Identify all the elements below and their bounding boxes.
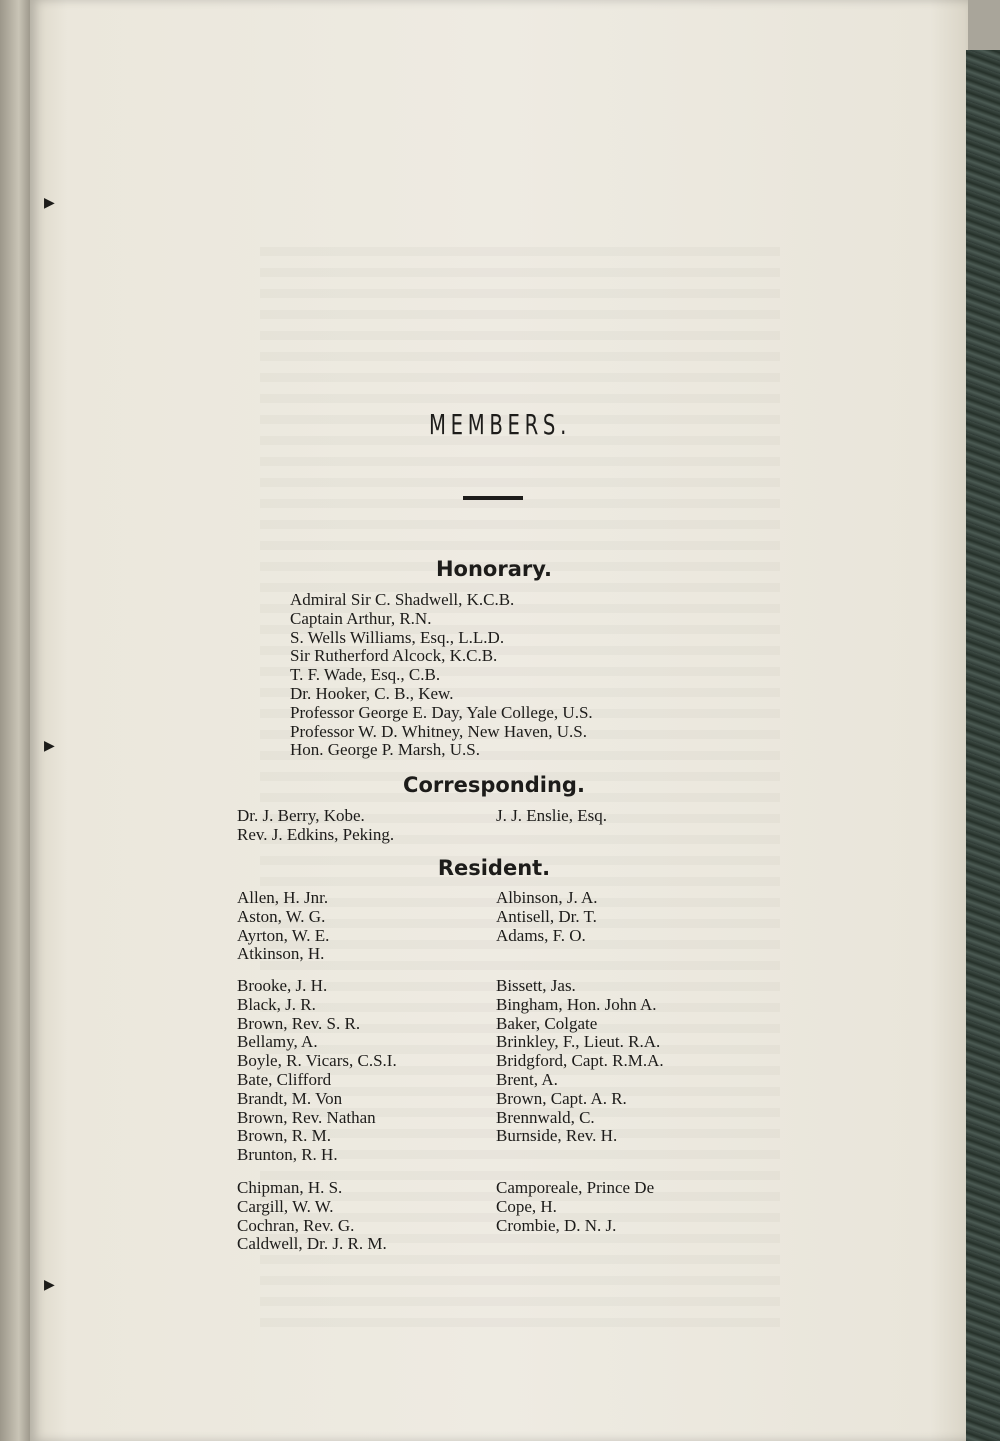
resident-c-right-list	[496, 1179, 654, 1235]
binding-hole-mark: ▶	[44, 195, 55, 211]
list-item: Camporeale, Prince De	[496, 1178, 655, 1197]
list-item: Atkinson, H.	[237, 944, 325, 964]
list-item: Dr. J. Berry, Kobe.	[237, 806, 365, 825]
resident-b-right-list	[496, 977, 664, 1146]
list-item: Black, J. R.	[237, 994, 316, 1014]
list-item: Burnside, Rev. H.	[496, 1126, 618, 1146]
binding-hole-mark: ▶	[44, 1277, 55, 1293]
list-item: Brown, Rev. Nathan	[237, 1107, 376, 1127]
binding-hole-mark: ▶	[44, 738, 55, 754]
page-title: MEMBERS.	[428, 408, 572, 441]
list-item: Brent, A.	[496, 1069, 558, 1089]
list-item: Brinkley, F., Lieut. R.A.	[496, 1032, 661, 1052]
list-item: Brandt, M. Von	[237, 1088, 343, 1108]
corresponding-left-list	[237, 807, 394, 845]
resident-a-left-list	[237, 889, 329, 964]
list-item: Crombie, D. N. J.	[496, 1215, 617, 1235]
list-item: Antisell, Dr. T.	[496, 906, 597, 926]
list-item: Brennwald, C.	[496, 1107, 595, 1127]
list-item: Cochran, Rev. G.	[237, 1215, 355, 1235]
list-item: Aston, W. G.	[237, 906, 326, 926]
list-item: Admiral Sir C. Shadwell, K.C.B.	[290, 590, 515, 609]
resident-c-left-list	[237, 1179, 387, 1254]
list-item: Professor George E. Day, Yale College, U.S.	[290, 702, 593, 722]
list-item: Bingham, Hon. John A.	[496, 994, 657, 1014]
resident-b-left-list	[237, 977, 397, 1165]
list-item: Bridgford, Capt. R.M.A.	[496, 1051, 664, 1071]
list-item: Sir Rutherford Alcock, K.C.B.	[290, 646, 498, 666]
list-item: Brown, R. M.	[237, 1126, 331, 1146]
list-item: Cope, H.	[496, 1196, 557, 1216]
honorary-list	[290, 591, 593, 760]
list-item: Professor W. D. Whitney, New Haven, U.S.	[290, 721, 587, 741]
list-item: Bellamy, A.	[237, 1032, 318, 1052]
list-item: Brown, Rev. S. R.	[237, 1013, 361, 1033]
list-item: Hon. George P. Marsh, U.S.	[290, 740, 480, 760]
corresponding-heading: Corresponding.	[403, 773, 585, 797]
list-item: Ayrton, W. E.	[237, 925, 330, 945]
list-item: Chipman, H. S.	[237, 1178, 343, 1197]
list-item: Bate, Clifford	[237, 1069, 332, 1089]
list-item: Rev. J. Edkins, Peking.	[237, 824, 395, 844]
resident-heading: Resident.	[437, 856, 551, 880]
list-item: Dr. Hooker, C. B., Kew.	[290, 683, 454, 703]
list-item: Allen, H. Jnr.	[237, 888, 329, 907]
title-rule	[463, 496, 523, 500]
list-item: J. J. Enslie, Esq.	[496, 806, 607, 825]
list-item: T. F. Wade, Esq., C.B.	[290, 665, 441, 685]
list-item: Baker, Colgate	[496, 1013, 598, 1033]
list-item: Captain Arthur, R.N.	[290, 608, 432, 628]
list-item: Brooke, J. H.	[237, 976, 328, 995]
corresponding-right-list	[496, 807, 607, 826]
list-item: Cargill, W. W.	[237, 1196, 334, 1216]
list-item: Bissett, Jas.	[496, 976, 576, 995]
list-item: Adams, F. O.	[496, 925, 586, 945]
list-item: Boyle, R. Vicars, C.S.I.	[237, 1051, 397, 1071]
list-item: S. Wells Williams, Esq., L.L.D.	[290, 627, 505, 647]
list-item: Albinson, J. A.	[496, 888, 598, 907]
resident-a-right-list	[496, 889, 598, 945]
adjacent-page-edge	[0, 0, 34, 1441]
honorary-heading: Honorary.	[435, 557, 552, 581]
list-item: Caldwell, Dr. J. R. M.	[237, 1234, 387, 1254]
list-item: Brunton, R. H.	[237, 1145, 338, 1165]
book-cover-edge	[966, 50, 1000, 1441]
list-item: Brown, Capt. A. R.	[496, 1088, 627, 1108]
